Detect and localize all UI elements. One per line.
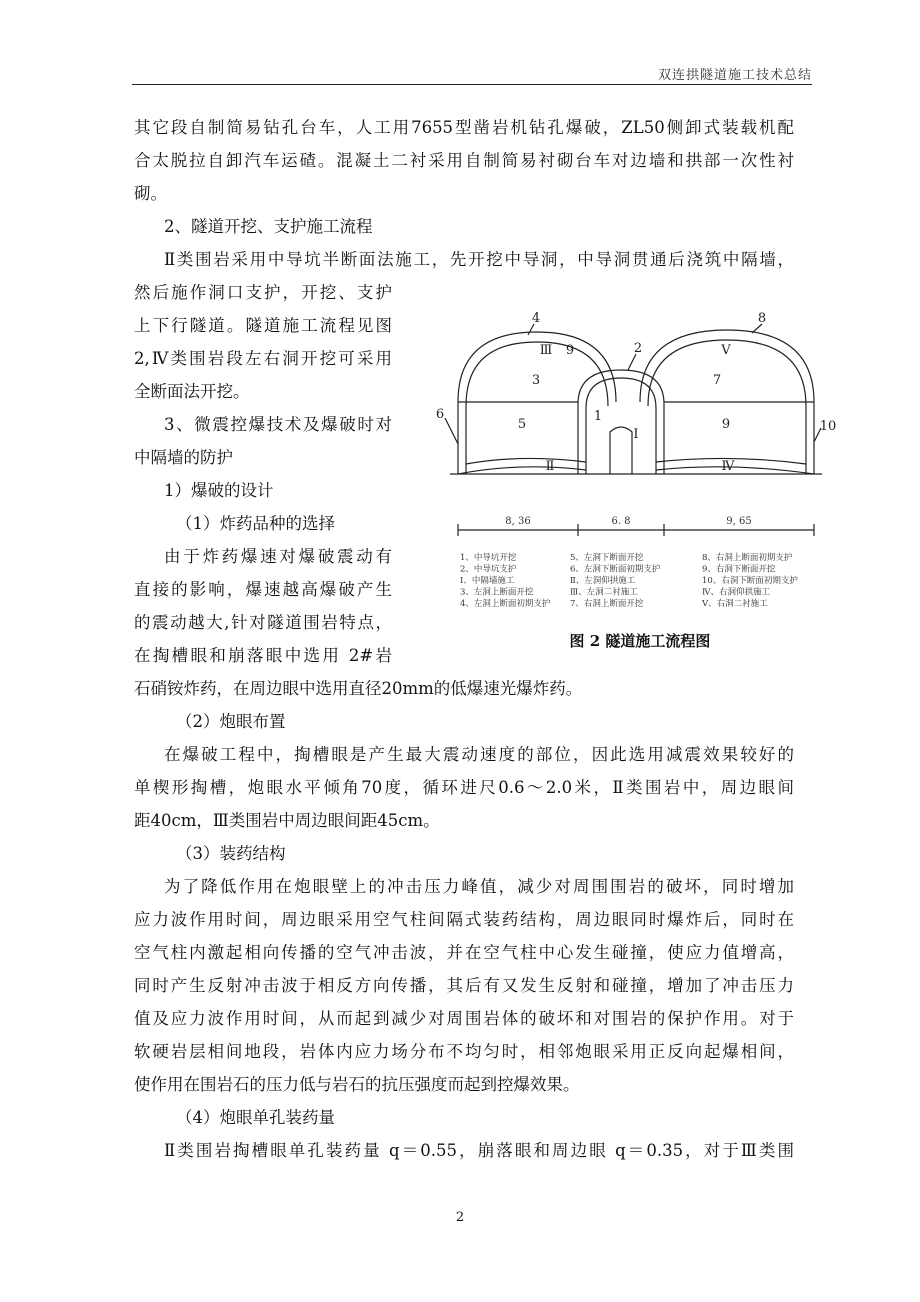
legend-item: 9、右洞下断面开挖 — [702, 564, 776, 575]
text-line: Ⅱ类围岩掏槽眼单孔装药量 q＝0.55，崩落眼和周边眼 q＝0.35，对于Ⅲ类围 — [164, 1141, 794, 1160]
legend-item: Ⅳ、右洞仰拱施工 — [702, 587, 770, 598]
label-8: 8 — [757, 311, 767, 326]
page-header-title: 双连拱隧道施工技术总结 — [657, 68, 812, 83]
legend-item: 5、左洞下断面开挖 — [570, 553, 644, 563]
figure-legend — [460, 552, 798, 609]
legend-item: 3、左洞上断面开挖 — [460, 587, 534, 598]
text-line: 砌。 — [134, 184, 167, 203]
label-7: 7 — [712, 373, 722, 388]
text-line: 的震动越大,针对隧道围岩特点， — [134, 613, 392, 632]
label-9b: 9 — [721, 417, 731, 432]
section-heading: 中隔墙的防护 — [134, 448, 233, 467]
text-line: 在掏槽眼和崩落眼中选用 2#岩 — [134, 646, 392, 665]
dimension-right: 9, 65 — [726, 516, 752, 527]
legend-item: Ⅰ、中隔墙施工 — [460, 576, 515, 586]
legend-item: 6、左洞下断面初期支护 — [570, 564, 661, 575]
dimension-middle: 6. 8 — [611, 516, 631, 527]
subheading: （1）炸药品种的选择 — [176, 514, 335, 533]
legend-item: Ⅴ、右洞二衬施工 — [702, 599, 768, 609]
label-V: V — [721, 343, 731, 358]
text-line: 由于炸药爆速对爆破震动有 — [164, 547, 392, 566]
label-6: 6 — [435, 407, 445, 422]
text-line: 在爆破工程中，掏槽眼是产生最大震动速度的部位，因此选用减震效果较好的 — [164, 745, 794, 764]
text-line: 其它段自制简易钻孔台车，人工用7655型凿岩机钻孔爆破，ZL50侧卸式装载机配 — [134, 118, 794, 137]
subheading: 1）爆破的设计 — [164, 481, 274, 500]
subheading: （4）炮眼单孔装药量 — [176, 1108, 335, 1127]
text-line: 2,Ⅳ类围岩段左右洞开挖可采用 — [134, 349, 392, 368]
legend-item: 10、右洞下断面初期支护 — [702, 576, 798, 586]
text-line: 单楔形掏槽，炮眼水平倾角70度，循环进尺0.6～2.0米，Ⅱ类围岩中，周边眼间 — [134, 778, 794, 797]
text-line: 空气柱内激起相向传播的空气冲击波，并在空气柱中心发生碰撞，使应力值增高， — [134, 943, 794, 962]
tunnel-section-diagram — [430, 302, 840, 658]
label-1: 1 — [593, 409, 603, 424]
figure-caption: 图 2 隧道施工流程图 — [569, 632, 711, 650]
legend-item: 7、右洞上断面开挖 — [570, 599, 644, 609]
tunnel-flow-figure — [430, 302, 840, 658]
legend-item: 1、中导坑开挖 — [460, 553, 517, 563]
label-9a: 9 — [565, 343, 575, 358]
subheading: （3）装药结构 — [176, 844, 286, 863]
label-IV: Ⅳ — [721, 459, 735, 474]
section-heading: 3、微震控爆技术及爆破时对 — [164, 415, 392, 434]
section-heading: 2、隧道开挖、支护施工流程 — [164, 217, 373, 236]
text-line: 使作用在围岩石的压力低与岩石的抗压强度而起到控爆效果。 — [134, 1075, 580, 1094]
legend-item: 4、左洞上断面初期支护 — [460, 599, 551, 609]
text-line: Ⅱ类围岩采用中导坑半断面法施工，先开挖中导洞，中导洞贯通后浇筑中隔墙， — [164, 250, 794, 269]
label-5: 5 — [517, 417, 527, 432]
text-line: 石硝铵炸药，在周边眼中选用直径20mm的低爆速光爆炸药。 — [134, 679, 583, 698]
text-line: 直接的影响，爆速越高爆破产生 — [134, 580, 392, 599]
text-line: 距40cm，Ⅲ类围岩中周边眼间距45cm。 — [134, 811, 440, 830]
text-line: 同时产生反射冲击波于相反方向传播，其后有又发生反射和碰撞，增加了冲击压力 — [134, 976, 794, 995]
label-10: 10 — [819, 419, 837, 434]
header-rule — [132, 84, 812, 85]
text-line: 上下行隧道。隧道施工流程见图 — [134, 316, 392, 335]
label-3: 3 — [531, 373, 541, 388]
text-line: 然后施作洞口支护，开挖、支护 — [134, 283, 392, 302]
legend-item: 8、右洞上断面初期支护 — [702, 553, 793, 563]
dimension-left: 8, 36 — [505, 516, 531, 527]
text-line: 值及应力波作用时间，从而起到减少对周围岩体的破坏和对围岩的保护作用。对于 — [134, 1009, 794, 1028]
legend-item: 2、中导坑支护 — [460, 564, 517, 575]
label-III: Ⅲ — [539, 343, 553, 358]
legend-item: Ⅲ、左洞二衬施工 — [570, 587, 638, 598]
text-line: 合太脱拉自卸汽车运碴。混凝土二衬采用自制简易衬砌台车对边墙和拱部一次性衬 — [134, 151, 794, 170]
page-number: 2 — [455, 1210, 465, 1225]
label-2: 2 — [633, 341, 643, 356]
text-line: 应力波作用时间，周边眼采用空气柱间隔式装药结构，周边眼同时爆炸后，同时在 — [134, 910, 794, 929]
label-4: 4 — [531, 311, 541, 326]
subheading: （2）炮眼布置 — [176, 712, 286, 731]
text-line: 为了降低作用在炮眼壁上的冲击压力峰值，减少对周围围岩的破坏，同时增加 — [164, 877, 794, 896]
label-II: Ⅱ — [545, 459, 555, 474]
text-line: 软硬岩层相间地段，岩体内应力场分布不均匀时，相邻炮眼采用正反向起爆相间， — [134, 1042, 794, 1061]
text-line: 全断面法开挖。 — [134, 382, 250, 401]
legend-item: Ⅱ、左洞仰拱施工 — [570, 576, 636, 586]
label-I: I — [633, 427, 639, 442]
